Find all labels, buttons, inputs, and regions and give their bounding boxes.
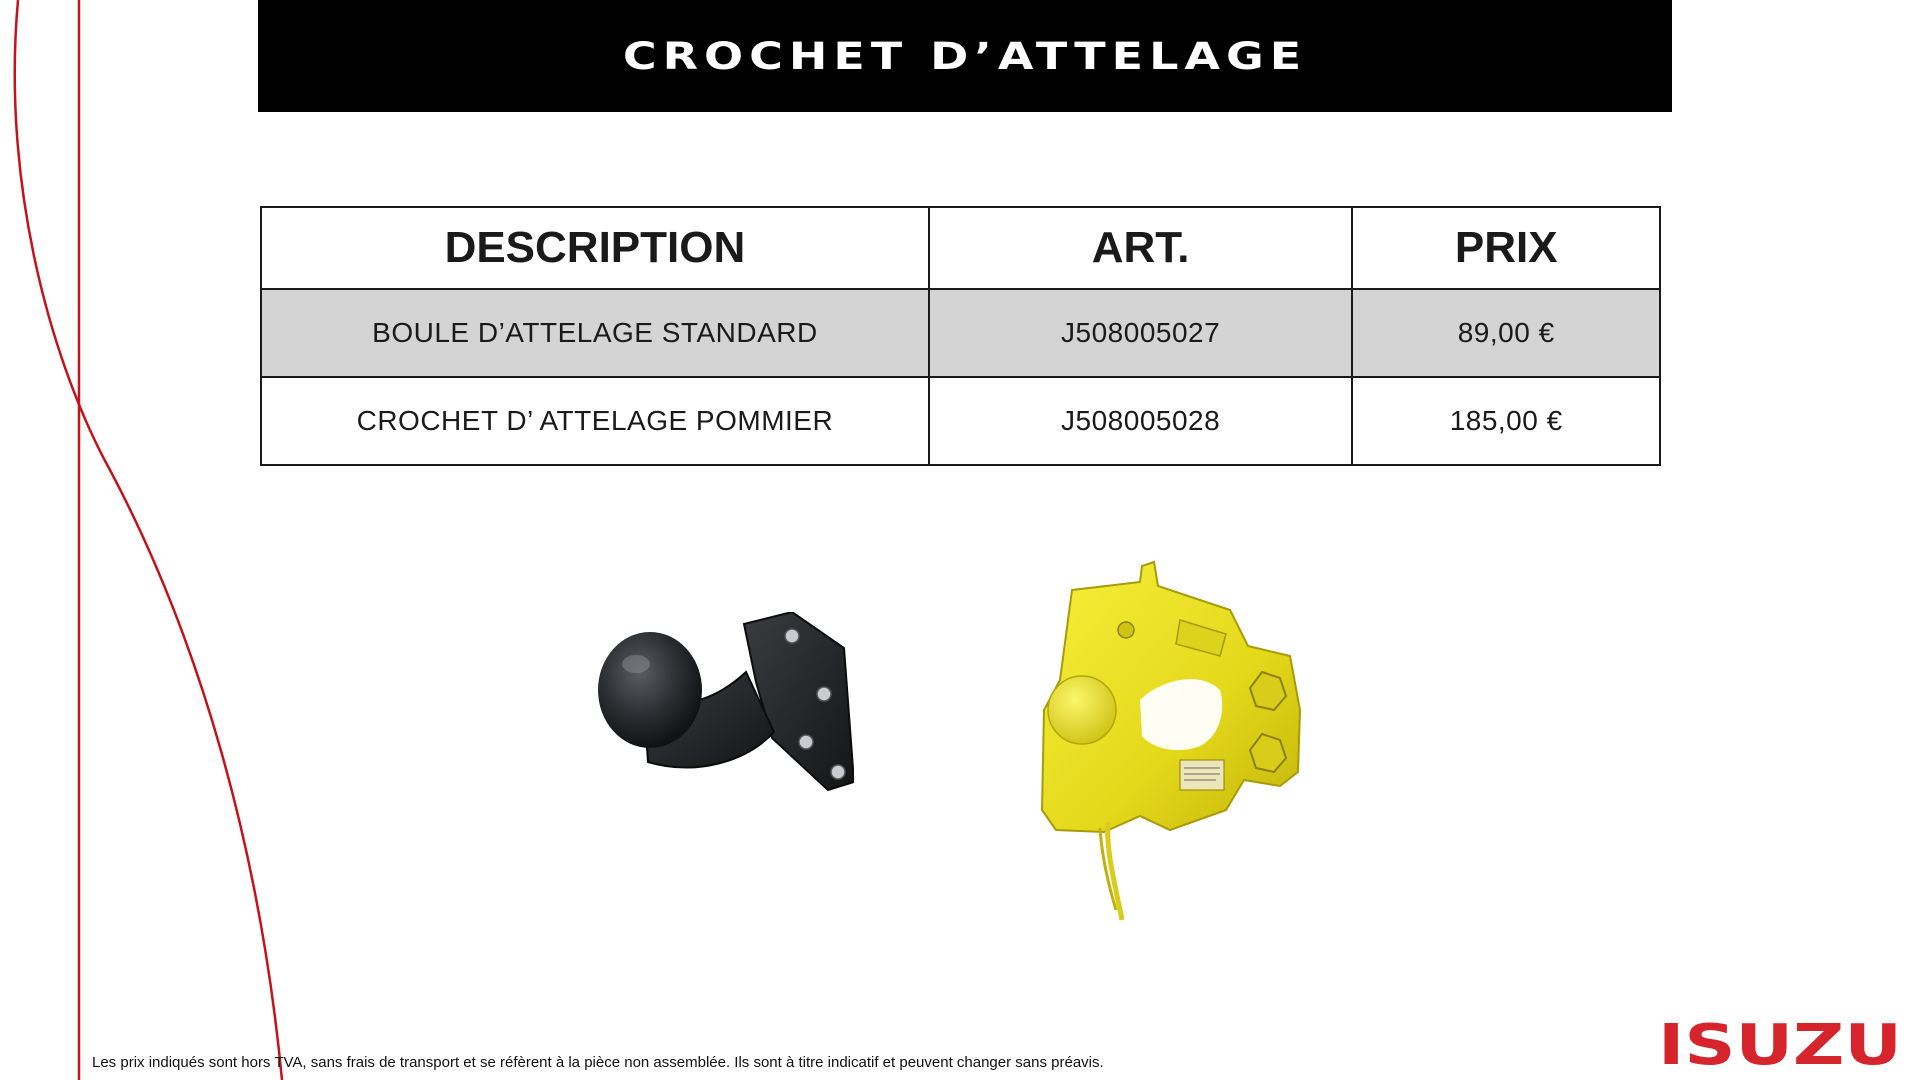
column-header-description: DESCRIPTION bbox=[261, 207, 929, 289]
table-header-row bbox=[261, 207, 1660, 289]
cell-art: J508005027 bbox=[929, 289, 1353, 377]
cell-art: J508005028 bbox=[929, 377, 1353, 465]
cell-prix: 185,00 € bbox=[1352, 377, 1660, 465]
cell-description: CROCHET D’ ATTELAGE POMMIER bbox=[261, 377, 929, 465]
cell-description: BOULE D’ATTELAGE STANDARD bbox=[261, 289, 929, 377]
logo-wordmark: ISUZU bbox=[1658, 1020, 1902, 1068]
table-row bbox=[261, 289, 1660, 377]
page-title: CROCHET D’ATTELAGE bbox=[622, 33, 1308, 79]
column-header-prix: PRIX bbox=[1352, 207, 1660, 289]
pintle-hook-image bbox=[1030, 560, 1312, 930]
isuzu-logo bbox=[1656, 1020, 1904, 1068]
price-disclaimer: Les prix indiqués sont hors TVA, sans frais de transport et se réfèrent à la pièce non assemblée. Ils sont à titre indicatif et peuvent changer sans préavis. bbox=[92, 1054, 1104, 1071]
tow-ball-image bbox=[596, 612, 854, 792]
cell-prix: 89,00 € bbox=[1352, 289, 1660, 377]
left-swoosh-curve bbox=[15, 0, 282, 1080]
column-header-art: ART. bbox=[929, 207, 1353, 289]
table-row bbox=[261, 377, 1660, 465]
price-table bbox=[260, 206, 1661, 466]
title-banner bbox=[258, 0, 1672, 112]
